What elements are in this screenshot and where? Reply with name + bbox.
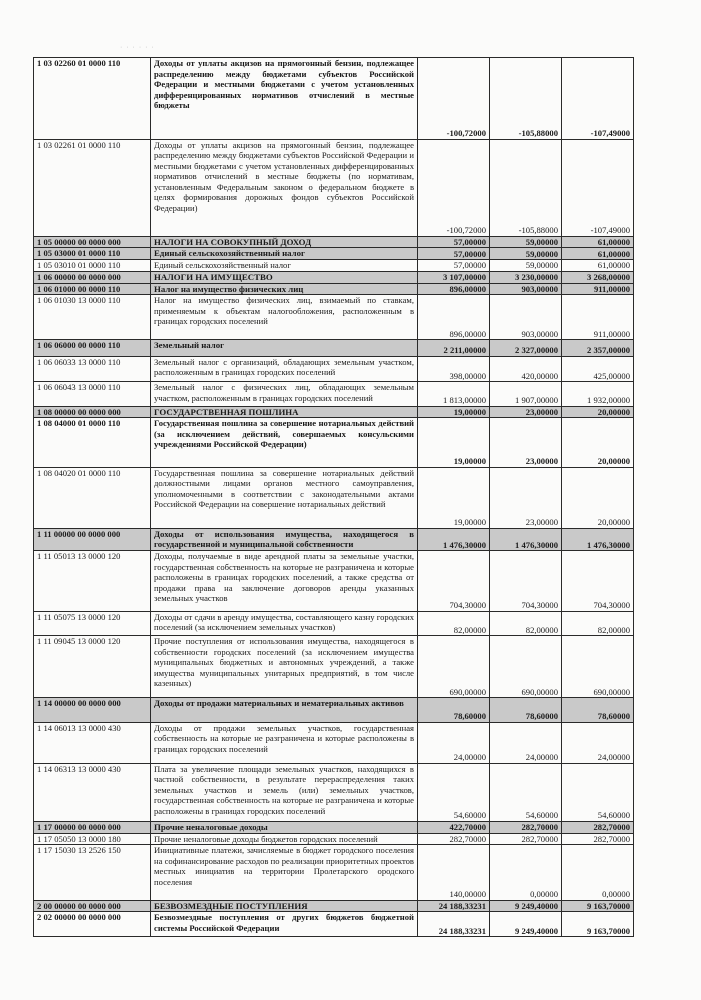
value-year1-cell: 24,00000	[418, 722, 490, 763]
value-year2-cell: 59,00000	[490, 260, 562, 272]
value-year3-cell: 61,00000	[562, 236, 634, 248]
table-row	[34, 722, 634, 763]
value-year3-cell: 9 163,70000	[562, 912, 634, 937]
value-year1-cell: 57,00000	[418, 236, 490, 248]
value-year1-cell: 24 188,33231	[418, 912, 490, 937]
budget-code-cell: 1 11 05075 13 0000 120	[34, 611, 151, 636]
income-name-cell: ГОСУДАРСТВЕННАЯ ПОШЛИНА	[151, 406, 418, 418]
budget-code-cell: 1 03 02260 01 0000 110	[34, 58, 151, 140]
table-row	[34, 271, 634, 283]
value-year3-cell: 78,60000	[562, 698, 634, 723]
value-year2-cell: 903,00000	[490, 295, 562, 340]
income-name-cell: Государственная пошлина за совершение нотариальных действий (за исключением действий, совершаемых консульскими учреждениями Российской Федерации)	[151, 418, 418, 467]
table-row	[34, 821, 634, 833]
value-year1-cell: -100,72000	[418, 58, 490, 140]
table-row	[34, 698, 634, 723]
budget-code-cell: 1 06 06000 00 0000 110	[34, 340, 151, 356]
value-year3-cell: 704,30000	[562, 551, 634, 611]
budget-code-cell: 1 03 02261 01 0000 110	[34, 139, 151, 236]
table-row	[34, 912, 634, 937]
income-name-cell: Доходы от использования имущества, находящегося в государственной и муниципальной собственности	[151, 528, 418, 550]
value-year2-cell: 23,00000	[490, 467, 562, 528]
value-year3-cell: 24,00000	[562, 722, 634, 763]
table-row	[34, 467, 634, 528]
income-name-cell: Доходы от уплаты акцизов на прямогонный бензин, подлежащее распределению между бюджетами субъектов Российской Федерации и местными бюджетами с учетом установленных дифференцированных нормативов отчислений в местные бюджеты	[151, 58, 418, 140]
table-row	[34, 248, 634, 260]
value-year1-cell: 422,70000	[418, 821, 490, 833]
value-year2-cell: 690,00000	[490, 636, 562, 698]
budget-code-cell: 1 08 04020 01 0000 110	[34, 467, 151, 528]
budget-code-cell: 1 17 15030 13 2526 150	[34, 845, 151, 900]
value-year1-cell: 57,00000	[418, 248, 490, 260]
value-year3-cell: 54,60000	[562, 763, 634, 821]
table-row	[34, 833, 634, 845]
income-name-cell: Инициативные платежи, зачисляемые в бюджет городского поселения на софинансирование расходов по реализации приоритетных проектов местных инициатив на территории Пролетарского ородского поселения	[151, 845, 418, 900]
value-year3-cell: 61,00000	[562, 248, 634, 260]
budget-code-cell: 1 05 03010 01 0000 110	[34, 260, 151, 272]
budget-code-cell: 1 06 01030 13 0000 110	[34, 295, 151, 340]
table-row	[34, 58, 634, 140]
table-row	[34, 236, 634, 248]
income-name-cell: Налог на имущество физических лиц, взимаемый по ставкам, применяемым к объектам налогообложения, расположенным в границах городских поселений	[151, 295, 418, 340]
value-year2-cell: 282,70000	[490, 821, 562, 833]
income-name-cell: Государственная пошлина за совершение нотариальных действий должностными лицами органов местного самоуправления, уполномоченными в соответствии с законодательными актами Российской Федерации на совершение нотариальных действий	[151, 467, 418, 528]
income-name-cell: Налог на имущество физических лиц	[151, 283, 418, 295]
income-name-cell: Доходы, получаемые в виде арендной платы за земельные участки, государственная собственность на которые не разграничена и которые расположены в границах городских поселений, а также средства от продажи права на заключение договоров аренды указанных земельных участков	[151, 551, 418, 611]
table-row	[34, 636, 634, 698]
value-year3-cell: 20,00000	[562, 467, 634, 528]
table-row	[34, 900, 634, 912]
value-year3-cell: 911,00000	[562, 283, 634, 295]
value-year1-cell: 82,00000	[418, 611, 490, 636]
income-name-cell: Прочие поступления от использования имущества, находящегося в собственности городских поселений (за исключением имущества муниципальных бюджетных и автономных учреждений, а также имущества муниципальных унитарных предприятий, в том числе казенных)	[151, 636, 418, 698]
value-year1-cell: 1 476,30000	[418, 528, 490, 550]
value-year1-cell: 19,00000	[418, 418, 490, 467]
value-year2-cell: 704,30000	[490, 551, 562, 611]
income-name-cell: НАЛОГИ НА СОВОКУПНЫЙ ДОХОД	[151, 236, 418, 248]
value-year2-cell: 59,00000	[490, 236, 562, 248]
value-year2-cell: 1 907,00000	[490, 382, 562, 407]
value-year1-cell: 3 107,00000	[418, 271, 490, 283]
budget-code-cell: 1 06 01000 00 0000 110	[34, 283, 151, 295]
budget-code-cell: 1 14 00000 00 0000 000	[34, 698, 151, 723]
income-name-cell: Плата за увеличение площади земельных участков, находящихся в частной собственности, в результате перераспределения таких земельных участков и земель (или) земельных участков, государственная собственность на которые не разграничена и которые расположены в границах городских поселений	[151, 763, 418, 821]
value-year1-cell: 282,70000	[418, 833, 490, 845]
budget-code-cell: 1 08 00000 00 0000 000	[34, 406, 151, 418]
value-year2-cell: 0,00000	[490, 845, 562, 900]
income-name-cell: Земельный налог с физических лиц, обладающих земельным участком, расположенным в границах городских поселений	[151, 382, 418, 407]
budget-code-cell: 1 14 06313 13 0000 430	[34, 763, 151, 821]
income-name-cell: НАЛОГИ НА ИМУЩЕСТВО	[151, 271, 418, 283]
budget-code-cell: 1 11 00000 00 0000 000	[34, 528, 151, 550]
value-year2-cell: 903,00000	[490, 283, 562, 295]
value-year3-cell: 2 357,00000	[562, 340, 634, 356]
budget-code-cell: 1 17 00000 00 0000 000	[34, 821, 151, 833]
value-year3-cell: 3 268,00000	[562, 271, 634, 283]
income-name-cell: Прочие неналоговые доходы бюджетов городских поселений	[151, 833, 418, 845]
budget-code-cell: 1 06 06033 13 0000 110	[34, 356, 151, 382]
value-year2-cell: 2 327,00000	[490, 340, 562, 356]
value-year3-cell: 82,00000	[562, 611, 634, 636]
value-year1-cell: 2 211,00000	[418, 340, 490, 356]
revenue-table	[33, 57, 634, 937]
value-year3-cell: 0,00000	[562, 845, 634, 900]
table-row	[34, 283, 634, 295]
value-year2-cell: 82,00000	[490, 611, 562, 636]
value-year2-cell: 23,00000	[490, 406, 562, 418]
value-year1-cell: 19,00000	[418, 406, 490, 418]
income-name-cell: Единый сельскохозяйственный налог	[151, 248, 418, 260]
value-year3-cell: 1 476,30000	[562, 528, 634, 550]
value-year2-cell: 420,00000	[490, 356, 562, 382]
table-row	[34, 260, 634, 272]
table-row	[34, 382, 634, 407]
value-year1-cell: -100,72000	[418, 139, 490, 236]
table-row	[34, 295, 634, 340]
budget-code-cell: 1 14 06013 13 0000 430	[34, 722, 151, 763]
value-year2-cell: 9 249,40000	[490, 900, 562, 912]
value-year2-cell: -105,88000	[490, 139, 562, 236]
value-year3-cell: 61,00000	[562, 260, 634, 272]
value-year1-cell: 1 813,00000	[418, 382, 490, 407]
budget-code-cell: 2 00 00000 00 0000 000	[34, 900, 151, 912]
value-year2-cell: 59,00000	[490, 248, 562, 260]
income-name-cell: Доходы от сдачи в аренду имущества, составляющего казну городских поселений (за исключением земельных участков)	[151, 611, 418, 636]
budget-code-cell: 1 06 00000 00 0000 000	[34, 271, 151, 283]
table-row	[34, 139, 634, 236]
budget-code-cell: 1 05 03000 01 0000 110	[34, 248, 151, 260]
income-name-cell: Прочие неналоговые доходы	[151, 821, 418, 833]
income-name-cell: Земельный налог с организаций, обладающих земельным участком, расположенным в границах городских поселений	[151, 356, 418, 382]
table-row	[34, 418, 634, 467]
value-year2-cell: 1 476,30000	[490, 528, 562, 550]
value-year3-cell: 9 163,70000	[562, 900, 634, 912]
budget-code-cell: 1 11 09045 13 0000 120	[34, 636, 151, 698]
value-year3-cell: 282,70000	[562, 833, 634, 845]
budget-code-cell: 1 17 05050 13 0000 180	[34, 833, 151, 845]
income-name-cell: Земельный налог	[151, 340, 418, 356]
value-year3-cell: 20,00000	[562, 406, 634, 418]
value-year3-cell: 1 932,00000	[562, 382, 634, 407]
value-year1-cell: 78,60000	[418, 698, 490, 723]
table-row	[34, 763, 634, 821]
budget-code-cell: 1 11 05013 13 0000 120	[34, 551, 151, 611]
income-name-cell: Доходы от продажи земельных участков, государственная собственность на которые не разграничена и которые расположены в границах городских поселений	[151, 722, 418, 763]
value-year1-cell: 19,00000	[418, 467, 490, 528]
table-row	[34, 356, 634, 382]
value-year2-cell: 282,70000	[490, 833, 562, 845]
income-name-cell: Доходы от уплаты акцизов на прямогонный бензин, подлежащее распределению между бюджетами субъектов Российской Федерации и местными бюджетами с учетом установленных дифференцированных нормативов отчислений в местные бюджеты (по нормативам, установленным Федеральным законом о федеральном бюджете в целях формирования дорожных фондов субъектов Российской Федерации)	[151, 139, 418, 236]
income-name-cell: Единый сельскохозяйственный налог	[151, 260, 418, 272]
table-row	[34, 611, 634, 636]
value-year1-cell: 690,00000	[418, 636, 490, 698]
budget-code-cell: 1 08 04000 01 0000 110	[34, 418, 151, 467]
value-year2-cell: 9 249,40000	[490, 912, 562, 937]
income-name-cell: Безвозмездные поступления от других бюджетов бюджетной системы Российской Федерации	[151, 912, 418, 937]
income-name-cell: БЕЗВОЗМЕЗДНЫЕ ПОСТУПЛЕНИЯ	[151, 900, 418, 912]
value-year2-cell: 3 230,00000	[490, 271, 562, 283]
value-year1-cell: 24 188,33231	[418, 900, 490, 912]
table-row	[34, 340, 634, 356]
value-year2-cell: 24,00000	[490, 722, 562, 763]
value-year2-cell: 23,00000	[490, 418, 562, 467]
table-row	[34, 551, 634, 611]
value-year1-cell: 140,00000	[418, 845, 490, 900]
value-year2-cell: 54,60000	[490, 763, 562, 821]
budget-code-cell: 1 06 06043 13 0000 110	[34, 382, 151, 407]
value-year3-cell: 911,00000	[562, 295, 634, 340]
value-year3-cell: -107,49000	[562, 139, 634, 236]
value-year3-cell: 282,70000	[562, 821, 634, 833]
budget-code-cell: 1 05 00000 00 0000 000	[34, 236, 151, 248]
value-year1-cell: 896,00000	[418, 283, 490, 295]
value-year2-cell: -105,88000	[490, 58, 562, 140]
value-year3-cell: 20,00000	[562, 418, 634, 467]
table-row	[34, 406, 634, 418]
income-name-cell: Доходы от продажи материальных и нематериальных активов	[151, 698, 418, 723]
budget-code-cell: 2 02 00000 00 0000 000	[34, 912, 151, 937]
value-year3-cell: 425,00000	[562, 356, 634, 382]
faint-mark: · · · · · ·	[120, 44, 155, 51]
value-year3-cell: 690,00000	[562, 636, 634, 698]
value-year1-cell: 54,60000	[418, 763, 490, 821]
value-year1-cell: 57,00000	[418, 260, 490, 272]
value-year3-cell: -107,49000	[562, 58, 634, 140]
value-year1-cell: 704,30000	[418, 551, 490, 611]
value-year2-cell: 78,60000	[490, 698, 562, 723]
value-year1-cell: 398,00000	[418, 356, 490, 382]
value-year1-cell: 896,00000	[418, 295, 490, 340]
table-row	[34, 845, 634, 900]
table-row	[34, 528, 634, 550]
